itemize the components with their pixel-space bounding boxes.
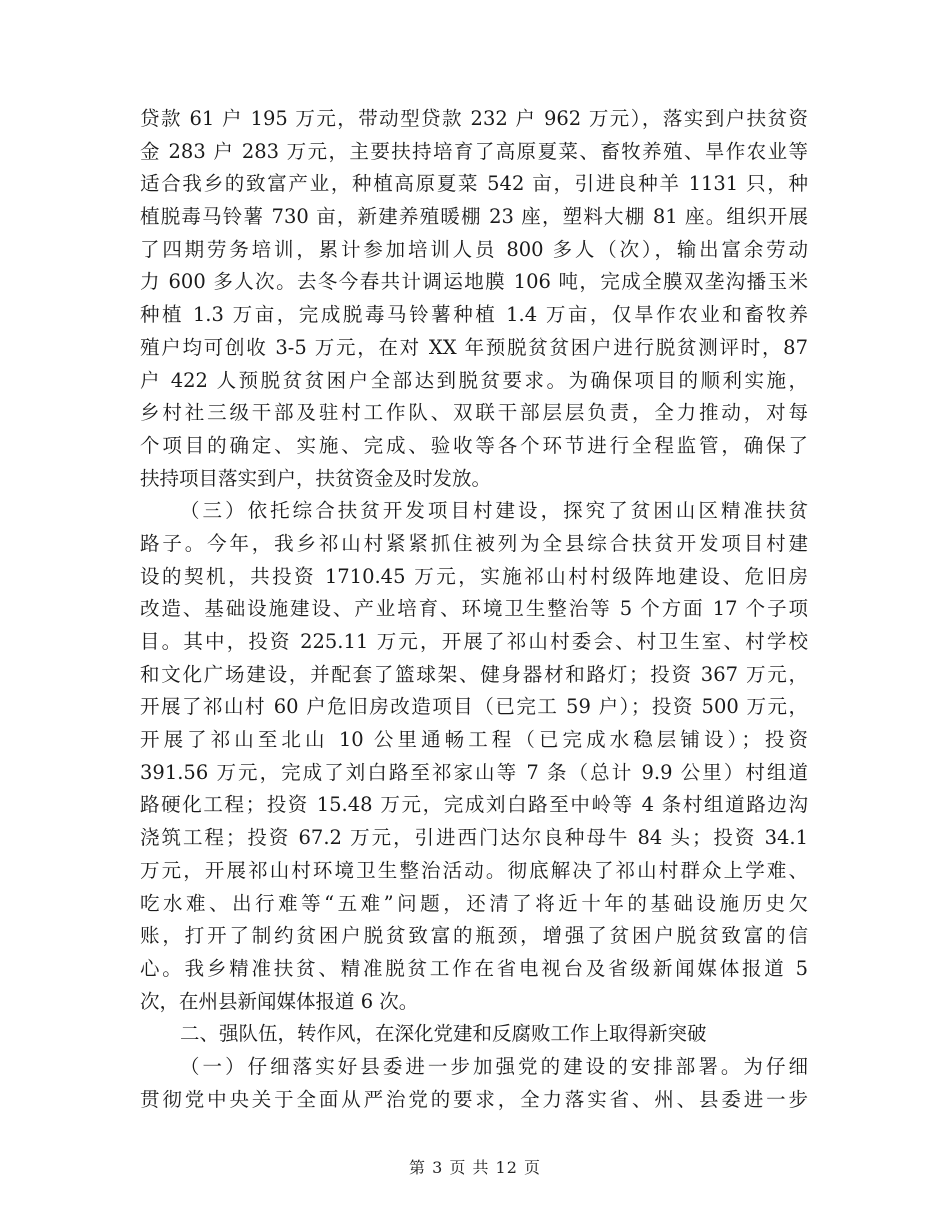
text-line: 开展了祁山村 60 户危旧房改造项目（已完工 59 户）；投资 500 万元， bbox=[140, 695, 808, 719]
paragraph bbox=[140, 495, 808, 1018]
text-line: 浇筑工程；投资 67.2 万元，引进西门达尔良种母牛 84 头；投资 34.1 bbox=[140, 826, 808, 850]
text-line: 力 600 多人次。去冬今春共计调运地膜 106 吨，完成全膜双垄沟播玉米 bbox=[140, 270, 808, 294]
text-line: 目。其中，投资 225.11 万元，开展了祁山村委会、村卫生室、村学校 bbox=[140, 630, 808, 653]
text-line: （三）依托综合扶贫开发项目村建设，探究了贫困山区精准扶贫 bbox=[180, 499, 808, 523]
text-line: 开展了祁山至北山 10 公里通畅工程（已完成水稳层铺设）；投资 bbox=[140, 728, 808, 752]
text-line: 万元，开展祁山村环境卫生整治活动。彻底解决了祁山村群众上学难、 bbox=[140, 858, 808, 882]
text-line: 改造、基础设施建设、产业培育、环境卫生整治等 5 个方面 17 个子项 bbox=[140, 597, 808, 621]
text-line: 设的契机，共投资 1710.45 万元，实施祁山村村级阵地建设、危旧房 bbox=[140, 564, 808, 588]
text-line: 乡村社三级干部及驻村工作队、双联干部层层负责，全力推动，对每 bbox=[140, 401, 808, 425]
text-line: 路子。今年，我乡祁山村紧紧抓住被列为全县综合扶贫开发项目村建 bbox=[140, 531, 808, 555]
text-line: 贷款 61 户 195 万元，带动型贷款 232 户 962 万元），落实到户扶贫资 bbox=[140, 107, 808, 130]
text-line: 种植 1.3 万亩，完成脱毒马铃薯种植 1.4 万亩，仅旱作农业和畜牧养 bbox=[140, 303, 808, 327]
text-line: 个项目的确定、实施、完成、验收等各个环节进行全程监管，确保了 bbox=[140, 433, 808, 457]
text-line: 金 283 户 283 万元，主要扶持培育了高原夏菜、畜牧养殖、旱作农业等 bbox=[140, 139, 808, 163]
page-body-text bbox=[140, 103, 808, 1116]
paragraph bbox=[140, 1018, 808, 1051]
text-line: 户 422 人预脱贫贫困户全部达到脱贫要求。为确保项目的顺利实施， bbox=[140, 368, 808, 392]
text-line: 路硬化工程；投资 15.48 万元，完成刘白路至中岭等 4 条村组道路边沟 bbox=[140, 793, 808, 817]
text-line: 吃水难、出行难等“五难”问题，还清了将近十年的基础设施历史欠 bbox=[140, 891, 808, 915]
text-line: （一）仔细落实好县委进一步加强党的建设的安排部署。为仔细 bbox=[180, 1054, 808, 1078]
text-line: 心。我乡精准扶贫、精准脱贫工作在省电视台及省级新闻媒体报道 5 bbox=[140, 956, 808, 980]
text-line: 账，打开了制约贫困户脱贫致富的瓶颈，增强了贫困户脱贫致富的信 bbox=[140, 924, 808, 948]
paragraph bbox=[140, 1051, 808, 1116]
text-line: 扶持项目落实到户，扶贫资金及时发放。 bbox=[140, 466, 492, 490]
text-line: 适合我乡的致富产业，种植高原夏菜 542 亩，引进良种羊 1131 只，种 bbox=[140, 172, 808, 196]
text-line: 植脱毒马铃薯 730 亩，新建养殖暖棚 23 座，塑料大棚 81 座。组织开展 bbox=[140, 205, 808, 229]
paragraph bbox=[140, 103, 808, 495]
text-line: 贯彻党中央关于全面从严治党的要求，全力落实省、州、县委进一步 bbox=[140, 1087, 808, 1111]
page-number-footer: 第 3 页 共 12 页 bbox=[409, 1158, 541, 1177]
text-line: 殖户均可创收 3-5 万元，在对 XX 年预脱贫贫困户进行脱贫测评时，87 bbox=[140, 335, 808, 359]
text-line: 391.56 万元，完成了刘白路至祁家山等 7 条（总计 9.9 公里）村组道 bbox=[140, 760, 808, 784]
text-line: 次，在州县新闻媒体报道 6 次。 bbox=[140, 989, 419, 1013]
text-line: 二、强队伍，转作风，在深化党建和反腐败工作上取得新突破 bbox=[180, 1022, 707, 1046]
text-line: 了四期劳务培训，累计参加培训人员 800 多人（次），输出富余劳动 bbox=[140, 237, 808, 261]
text-line: 和文化广场建设，并配套了篮球架、健身器材和路灯；投资 367 万元， bbox=[140, 662, 808, 686]
